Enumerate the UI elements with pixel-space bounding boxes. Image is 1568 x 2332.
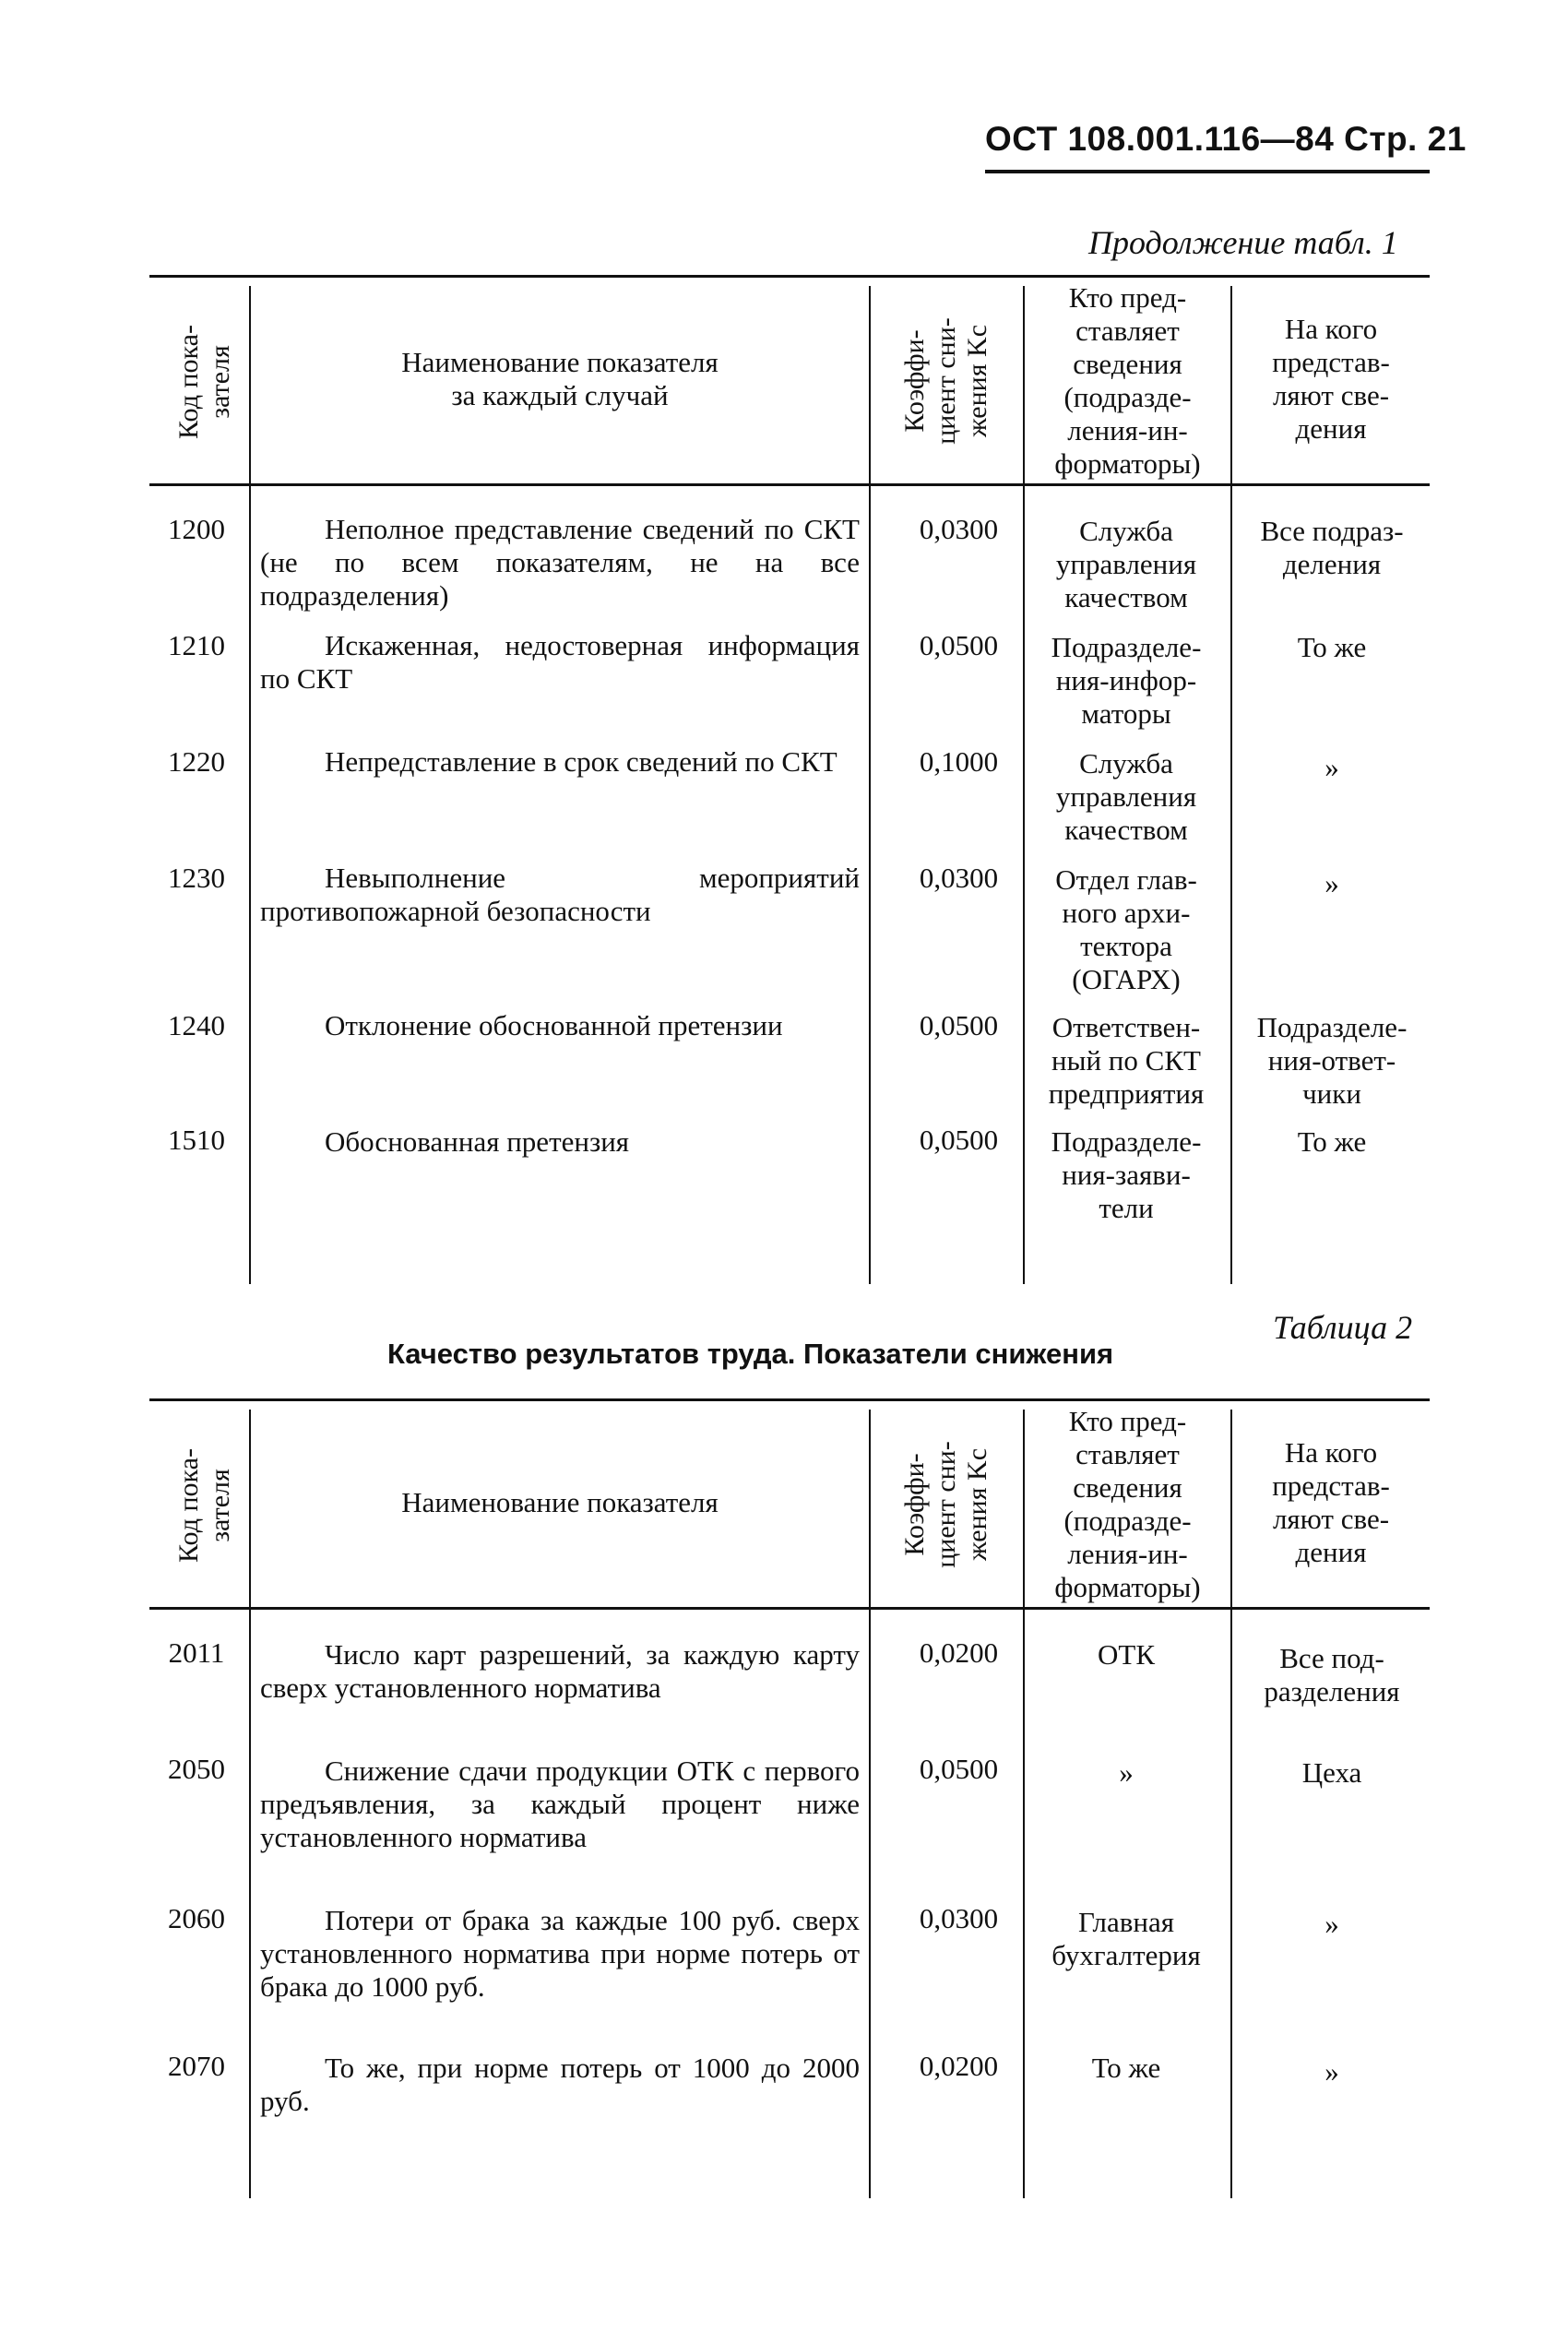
row-code: 1200 <box>168 513 225 545</box>
row-coef: 0,1000 <box>919 745 999 778</box>
header-name: Наименование показателя <box>401 1486 719 1518</box>
row-code: 1510 <box>168 1124 225 1156</box>
row-name: Невыполнение мероприятий противопожарной безопасности <box>260 862 860 927</box>
row-coef: 0,0500 <box>919 1009 999 1041</box>
table1 <box>149 275 1430 1285</box>
header-coef: Коэффи- циент сни- жения Kс <box>899 317 992 445</box>
header-who: Кто пред- ставляет сведения (подразде- ления-ин- форматоры) <box>1054 1405 1201 1603</box>
header-whom: На кого представ- ляют све- дения <box>1272 1436 1390 1568</box>
row-who: Отдел глав- ного архи- тектора (ОГАРХ) <box>1055 863 1197 995</box>
table1-caption: Продолжение табл. 1 <box>1088 224 1398 261</box>
row-whom: Подразделе- ния-ответ- чики <box>1256 1011 1408 1110</box>
row-name: Потери от брака за каждые 100 руб. сверх установленного норматива при норме потерь от брака до 1000 руб. <box>260 1904 860 2003</box>
table2-col-divider <box>869 1410 871 2198</box>
row-code: 2050 <box>168 1753 225 1785</box>
row-name: То же, при норме потерь от 1000 до 2000 руб. <box>260 2052 860 2117</box>
header-code: Код пока- зателя <box>173 325 235 439</box>
row-name: Неполное представление сведений по СКТ (не по всем показателям, не на все подразделения) <box>260 513 860 612</box>
row-code: 1240 <box>168 1009 225 1041</box>
table2-header-rule <box>149 1607 1430 1610</box>
row-who: » <box>1119 1756 1134 1789</box>
row-coef: 0,0300 <box>919 513 999 545</box>
row-whom: Все под- разделения <box>1264 1642 1400 1707</box>
table2-caption: Таблица 2 <box>1273 1309 1413 1346</box>
row-whom: » <box>1324 867 1339 899</box>
row-whom: » <box>1324 751 1339 783</box>
row-coef: 0,0300 <box>919 862 999 894</box>
row-code: 1210 <box>168 629 225 661</box>
row-name: Искаженная, недостоверная информация по СКТ <box>260 629 860 695</box>
row-whom: » <box>1324 2055 1339 2088</box>
row-coef: 0,0300 <box>919 1902 999 1934</box>
row-who: То же <box>1091 2052 1161 2084</box>
table2 <box>149 1398 1430 2201</box>
row-code: 2070 <box>168 2050 225 2082</box>
header-who: Кто пред- ставляет сведения (подразде- ления-ин- форматоры) <box>1054 281 1201 480</box>
row-name: Число карт разрешений, за каждую карту сверх установленного норматива <box>260 1638 860 1704</box>
row-name: Снижение сдачи продукции ОТК с первого предъявления, за каждый процент ниже установленного норматива <box>260 1755 860 1853</box>
row-code: 2011 <box>168 1636 225 1669</box>
row-whom: » <box>1324 1908 1339 1940</box>
row-code: 1220 <box>168 745 225 778</box>
header-underline <box>985 170 1430 173</box>
row-coef: 0,0200 <box>919 2050 999 2082</box>
table2-title: Качество результатов труда. Показатели снижения <box>387 1338 1114 1370</box>
row-who: Главная бухгалтерия <box>1051 1906 1201 1971</box>
row-who: Ответствен- ный по СКТ предприятия <box>1048 1011 1205 1110</box>
row-whom: То же <box>1297 1125 1367 1158</box>
header-whom: На кого представ- ляют све- дения <box>1272 313 1390 445</box>
header-name: Наименование показателя за каждый случай <box>401 346 719 411</box>
header-code: Код пока- зателя <box>173 1448 235 1563</box>
table1-col-divider <box>869 286 871 1284</box>
row-whom: Цеха <box>1301 1756 1362 1789</box>
page-header: ОСТ 108.001.116—84 Стр. 21 <box>985 120 1467 158</box>
table1-header-rule <box>149 483 1430 486</box>
row-who: Служба управления качеством <box>1055 515 1197 613</box>
row-who: Служба управления качеством <box>1055 747 1197 846</box>
row-code: 2060 <box>168 1902 225 1934</box>
row-name: Обоснованная претензия <box>325 1125 630 1158</box>
row-who: ОТК <box>1098 1638 1155 1671</box>
row-who: Подразделе- ния-инфор- маторы <box>1051 631 1202 730</box>
row-coef: 0,0500 <box>919 1124 999 1156</box>
row-who: Подразделе- ния-заяви- тели <box>1051 1125 1202 1224</box>
row-coef: 0,0500 <box>919 629 999 661</box>
header-coef: Коэффи- циент сни- жения Kс <box>899 1441 992 1568</box>
row-whom: То же <box>1297 631 1367 663</box>
row-whom: Все подраз- деления <box>1260 515 1404 580</box>
row-name: Отклонение обоснованной претензии <box>325 1009 783 1041</box>
row-coef: 0,0200 <box>919 1636 999 1669</box>
row-name: Непредставление в срок сведений по СКТ <box>325 745 837 778</box>
row-coef: 0,0500 <box>919 1753 999 1785</box>
row-code: 1230 <box>168 862 225 894</box>
